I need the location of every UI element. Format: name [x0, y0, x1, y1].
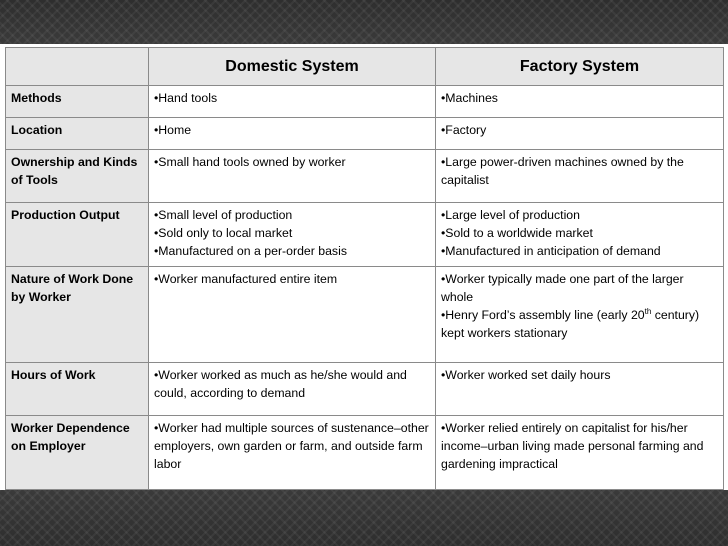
table-row-location — [6, 118, 724, 150]
bullet-item: •Manufactured on a per-order basis — [154, 244, 347, 258]
bullet-item: •Factory — [441, 123, 487, 137]
comparison-table — [5, 47, 724, 490]
factory-cell — [436, 86, 724, 118]
row-label — [6, 267, 149, 363]
bullet-item: •Sold only to local market — [154, 226, 293, 240]
bullet-item: •Large power-driven machines owned by the capitalist — [441, 155, 684, 187]
background-pattern-top — [0, 0, 728, 44]
bullet-item: •Sold to a worldwide market — [441, 226, 593, 240]
row-label: Methods — [6, 86, 149, 118]
row-label — [6, 416, 149, 490]
domestic-cell — [149, 203, 436, 267]
bullet-item: •Worker worked set daily hours — [441, 368, 611, 382]
table-row-nature-of-work — [6, 267, 724, 363]
row-label: Hours of Work — [6, 363, 149, 416]
row-label-text: Worker Dependence on Employer — [11, 421, 130, 453]
bullet-item: •Worker worked as much as he/she would and could, according to demand — [154, 368, 407, 400]
factory-cell — [436, 363, 724, 416]
bullet-item: •Small level of production — [154, 208, 293, 222]
row-label: Location — [6, 118, 149, 150]
bullet-item — [441, 306, 718, 342]
table-row-production-output — [6, 203, 724, 267]
bullet-text: •Henry Ford’s assembly line (early 20 — [441, 308, 645, 322]
bullet-item: •Hand tools — [154, 91, 218, 105]
slide-canvas — [0, 44, 728, 490]
table-header-row — [6, 48, 724, 86]
header-domestic-system: Domestic System — [149, 48, 436, 86]
factory-cell — [436, 150, 724, 203]
background-pattern-bottom — [0, 490, 728, 546]
domestic-cell — [149, 267, 436, 363]
domestic-cell — [149, 363, 436, 416]
bullet-item: •Worker manufactured entire item — [154, 272, 338, 286]
factory-cell — [436, 118, 724, 150]
factory-cell — [436, 267, 724, 363]
bullet-item: •Manufactured in anticipation of demand — [441, 244, 661, 258]
factory-cell — [436, 416, 724, 490]
bullet-item: •Worker relied entirely on capitalist for his/her income–urban living made personal farming and gardening impractical — [441, 421, 704, 471]
bullet-text: century) kept workers stationary — [441, 308, 700, 340]
bullet-item: •Worker had multiple sources of sustenance–other employers, own garden or farm, and outside farm labor — [154, 421, 429, 471]
bullet-item: •Small hand tools owned by worker — [154, 155, 346, 169]
domestic-cell — [149, 150, 436, 203]
domestic-cell — [149, 416, 436, 490]
table-row-ownership — [6, 150, 724, 203]
factory-cell — [436, 203, 724, 267]
bullet-item: •Home — [154, 123, 192, 137]
table-row-hours-of-work — [6, 363, 724, 416]
table-row-worker-dependence — [6, 416, 724, 490]
domestic-cell — [149, 86, 436, 118]
header-factory-system: Factory System — [436, 48, 724, 86]
table-row-methods — [6, 86, 724, 118]
bullet-item: •Large level of production — [441, 208, 580, 222]
superscript-text: th — [644, 306, 652, 316]
bullet-item: •Machines — [441, 91, 498, 105]
domestic-cell — [149, 118, 436, 150]
row-label — [6, 150, 149, 203]
row-label-text: Ownership and Kinds of Tools — [11, 155, 138, 187]
row-label-text: Nature of Work Done by Worker — [11, 272, 134, 304]
bullet-item: •Worker typically made one part of the larger whole — [441, 272, 684, 304]
header-corner-cell — [6, 48, 149, 86]
row-label: Production Output — [6, 203, 149, 267]
